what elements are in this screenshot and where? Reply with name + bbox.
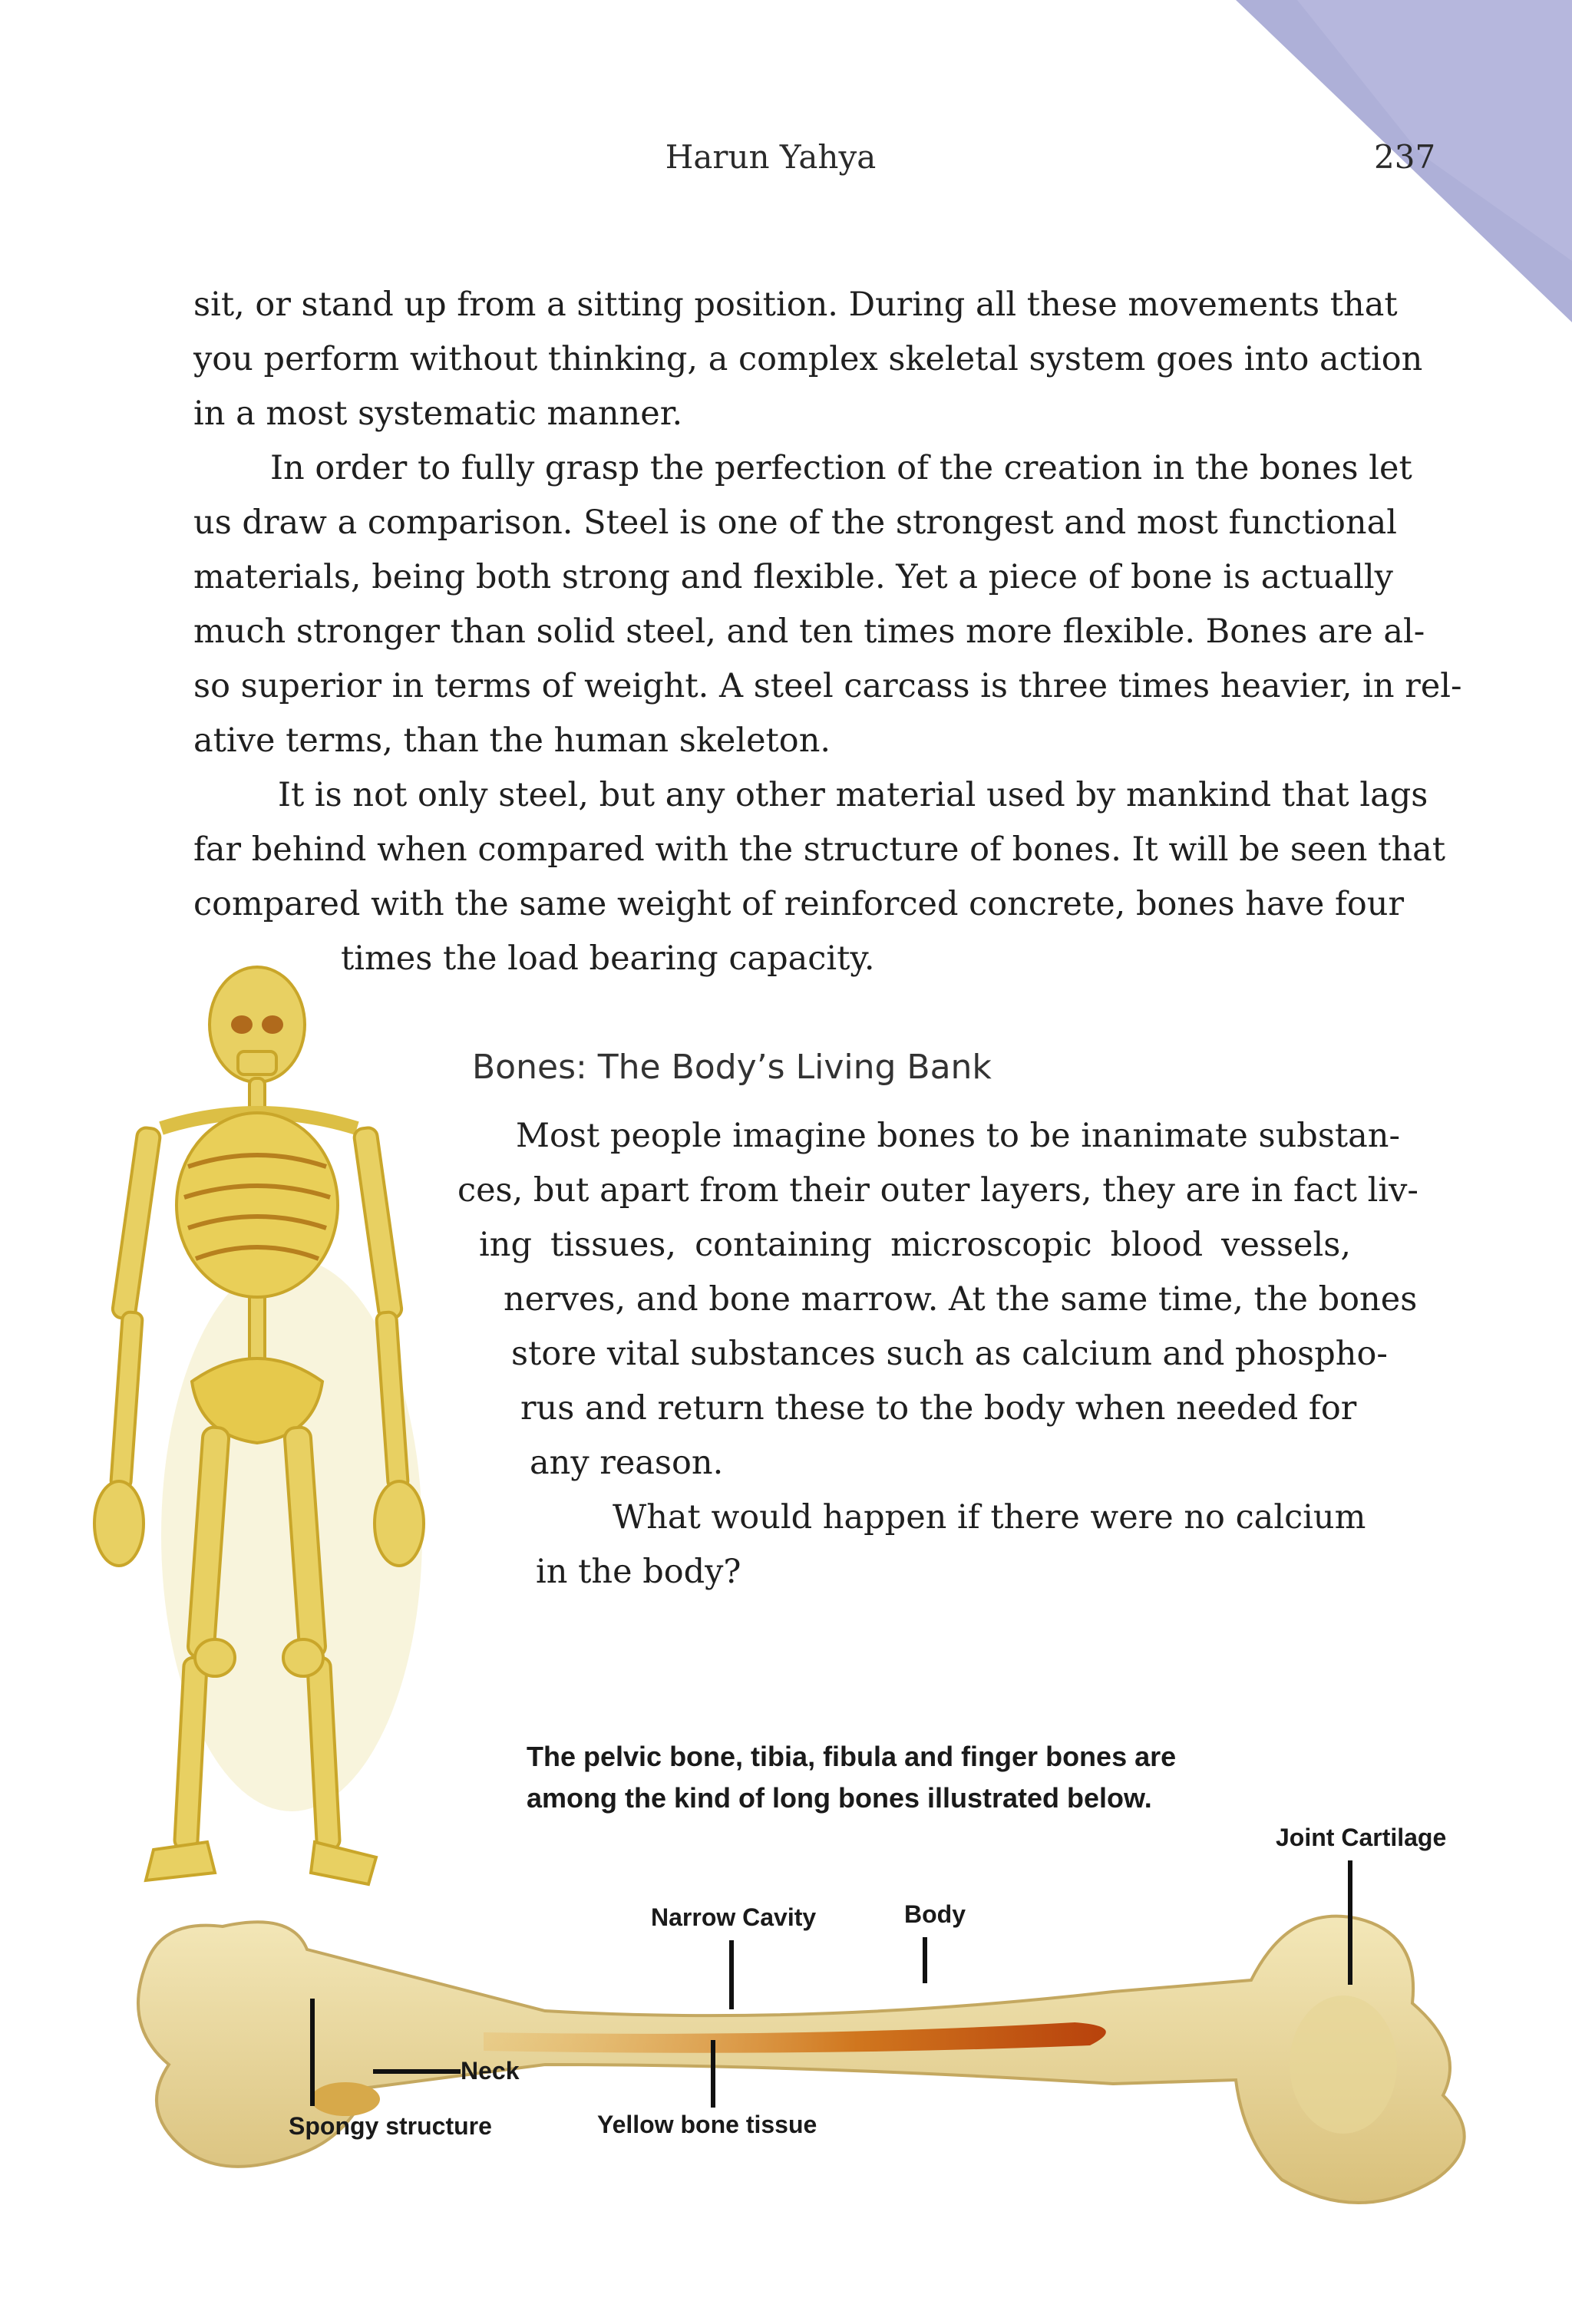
paragraph-line: ative terms, than the human skeleton. <box>193 721 831 760</box>
label-spongy-structure: Spongy structure <box>289 2112 492 2140</box>
running-head-author: Harun Yahya <box>665 138 877 176</box>
paragraph-line: sit, or stand up from a sitting position. During all these movements that <box>193 286 1398 324</box>
paragraph-line: In order to fully grasp the perfection of the creation in the bones let <box>270 449 1412 487</box>
leader-narrow-cavity <box>729 1940 734 2009</box>
paragraph-line: far behind when compared with the structure of bones. It will be seen that <box>193 830 1446 869</box>
paragraph-line: materials, being both strong and flexible. Yet a piece of bone is actually <box>193 558 1393 596</box>
paragraph-line: Most people imagine bones to be inanimate substan- <box>516 1117 1401 1155</box>
section-paragraph-1 <box>451 1109 1418 1490</box>
paragraph-line: nerves, and bone marrow. At the same time, the bones <box>504 1280 1418 1319</box>
body-paragraph-1 <box>193 278 1423 441</box>
figure-caption <box>527 1736 1176 1819</box>
leader-body <box>923 1937 927 1983</box>
label-joint-cartilage: Joint Cartilage <box>1276 1824 1447 1851</box>
section-heading: Bones: The Body’s Living Bank <box>472 1048 992 1087</box>
paragraph-line: in a most systematic manner. <box>193 394 683 433</box>
caption-line: among the kind of long bones illustrated below. <box>527 1782 1152 1814</box>
leader-yellow-bone-tissue <box>711 2040 715 2108</box>
paragraph-line: us draw a comparison. Steel is one of the strongest and most functional <box>193 503 1397 542</box>
leader-spongy-structure <box>310 1999 315 2106</box>
label-yellow-bone-tissue: Yellow bone tissue <box>597 2111 817 2138</box>
leader-neck <box>373 2069 461 2074</box>
paragraph-line: store vital substances such as calcium and phospho- <box>511 1335 1388 1373</box>
leader-joint-cartilage <box>1348 1860 1352 1985</box>
paragraph-line: times the load bearing capacity. <box>341 939 875 978</box>
paragraph-line: What would happen if there were no calcium <box>613 1498 1366 1537</box>
body-paragraph-2 <box>193 441 1462 768</box>
paragraph-line: much stronger than solid steel, and ten times more flexible. Bones are al- <box>193 612 1425 651</box>
section-paragraph-2 <box>451 1490 1366 1599</box>
paragraph-line: so superior in terms of weight. A steel carcass is three times heavier, in rel- <box>193 667 1462 705</box>
caption-line: The pelvic bone, tibia, fibula and finger bones are <box>527 1741 1177 1772</box>
label-body: Body <box>904 1900 966 1928</box>
femur-illustration <box>115 1834 1497 2218</box>
paragraph-line: any reason. <box>530 1444 724 1482</box>
paragraph-line: rus and return these to the body when needed for <box>520 1389 1357 1428</box>
page-number: 237 <box>1374 138 1436 176</box>
paragraph-line: ing tissues, containing microscopic blood vessels, <box>479 1226 1351 1264</box>
paragraph-line: in the body? <box>536 1553 741 1591</box>
paragraph-line: compared with the same weight of reinforced concrete, bones have four <box>193 885 1405 923</box>
label-neck: Neck <box>461 2057 520 2085</box>
paragraph-line: ces, but apart from their outer layers, they are in fact liv- <box>457 1171 1418 1210</box>
paragraph-line: you perform without thinking, a complex skeletal system goes into action <box>193 340 1423 378</box>
label-narrow-cavity: Narrow Cavity <box>651 1903 817 1931</box>
paragraph-line: It is not only steel, but any other material used by mankind that lags <box>278 776 1428 814</box>
